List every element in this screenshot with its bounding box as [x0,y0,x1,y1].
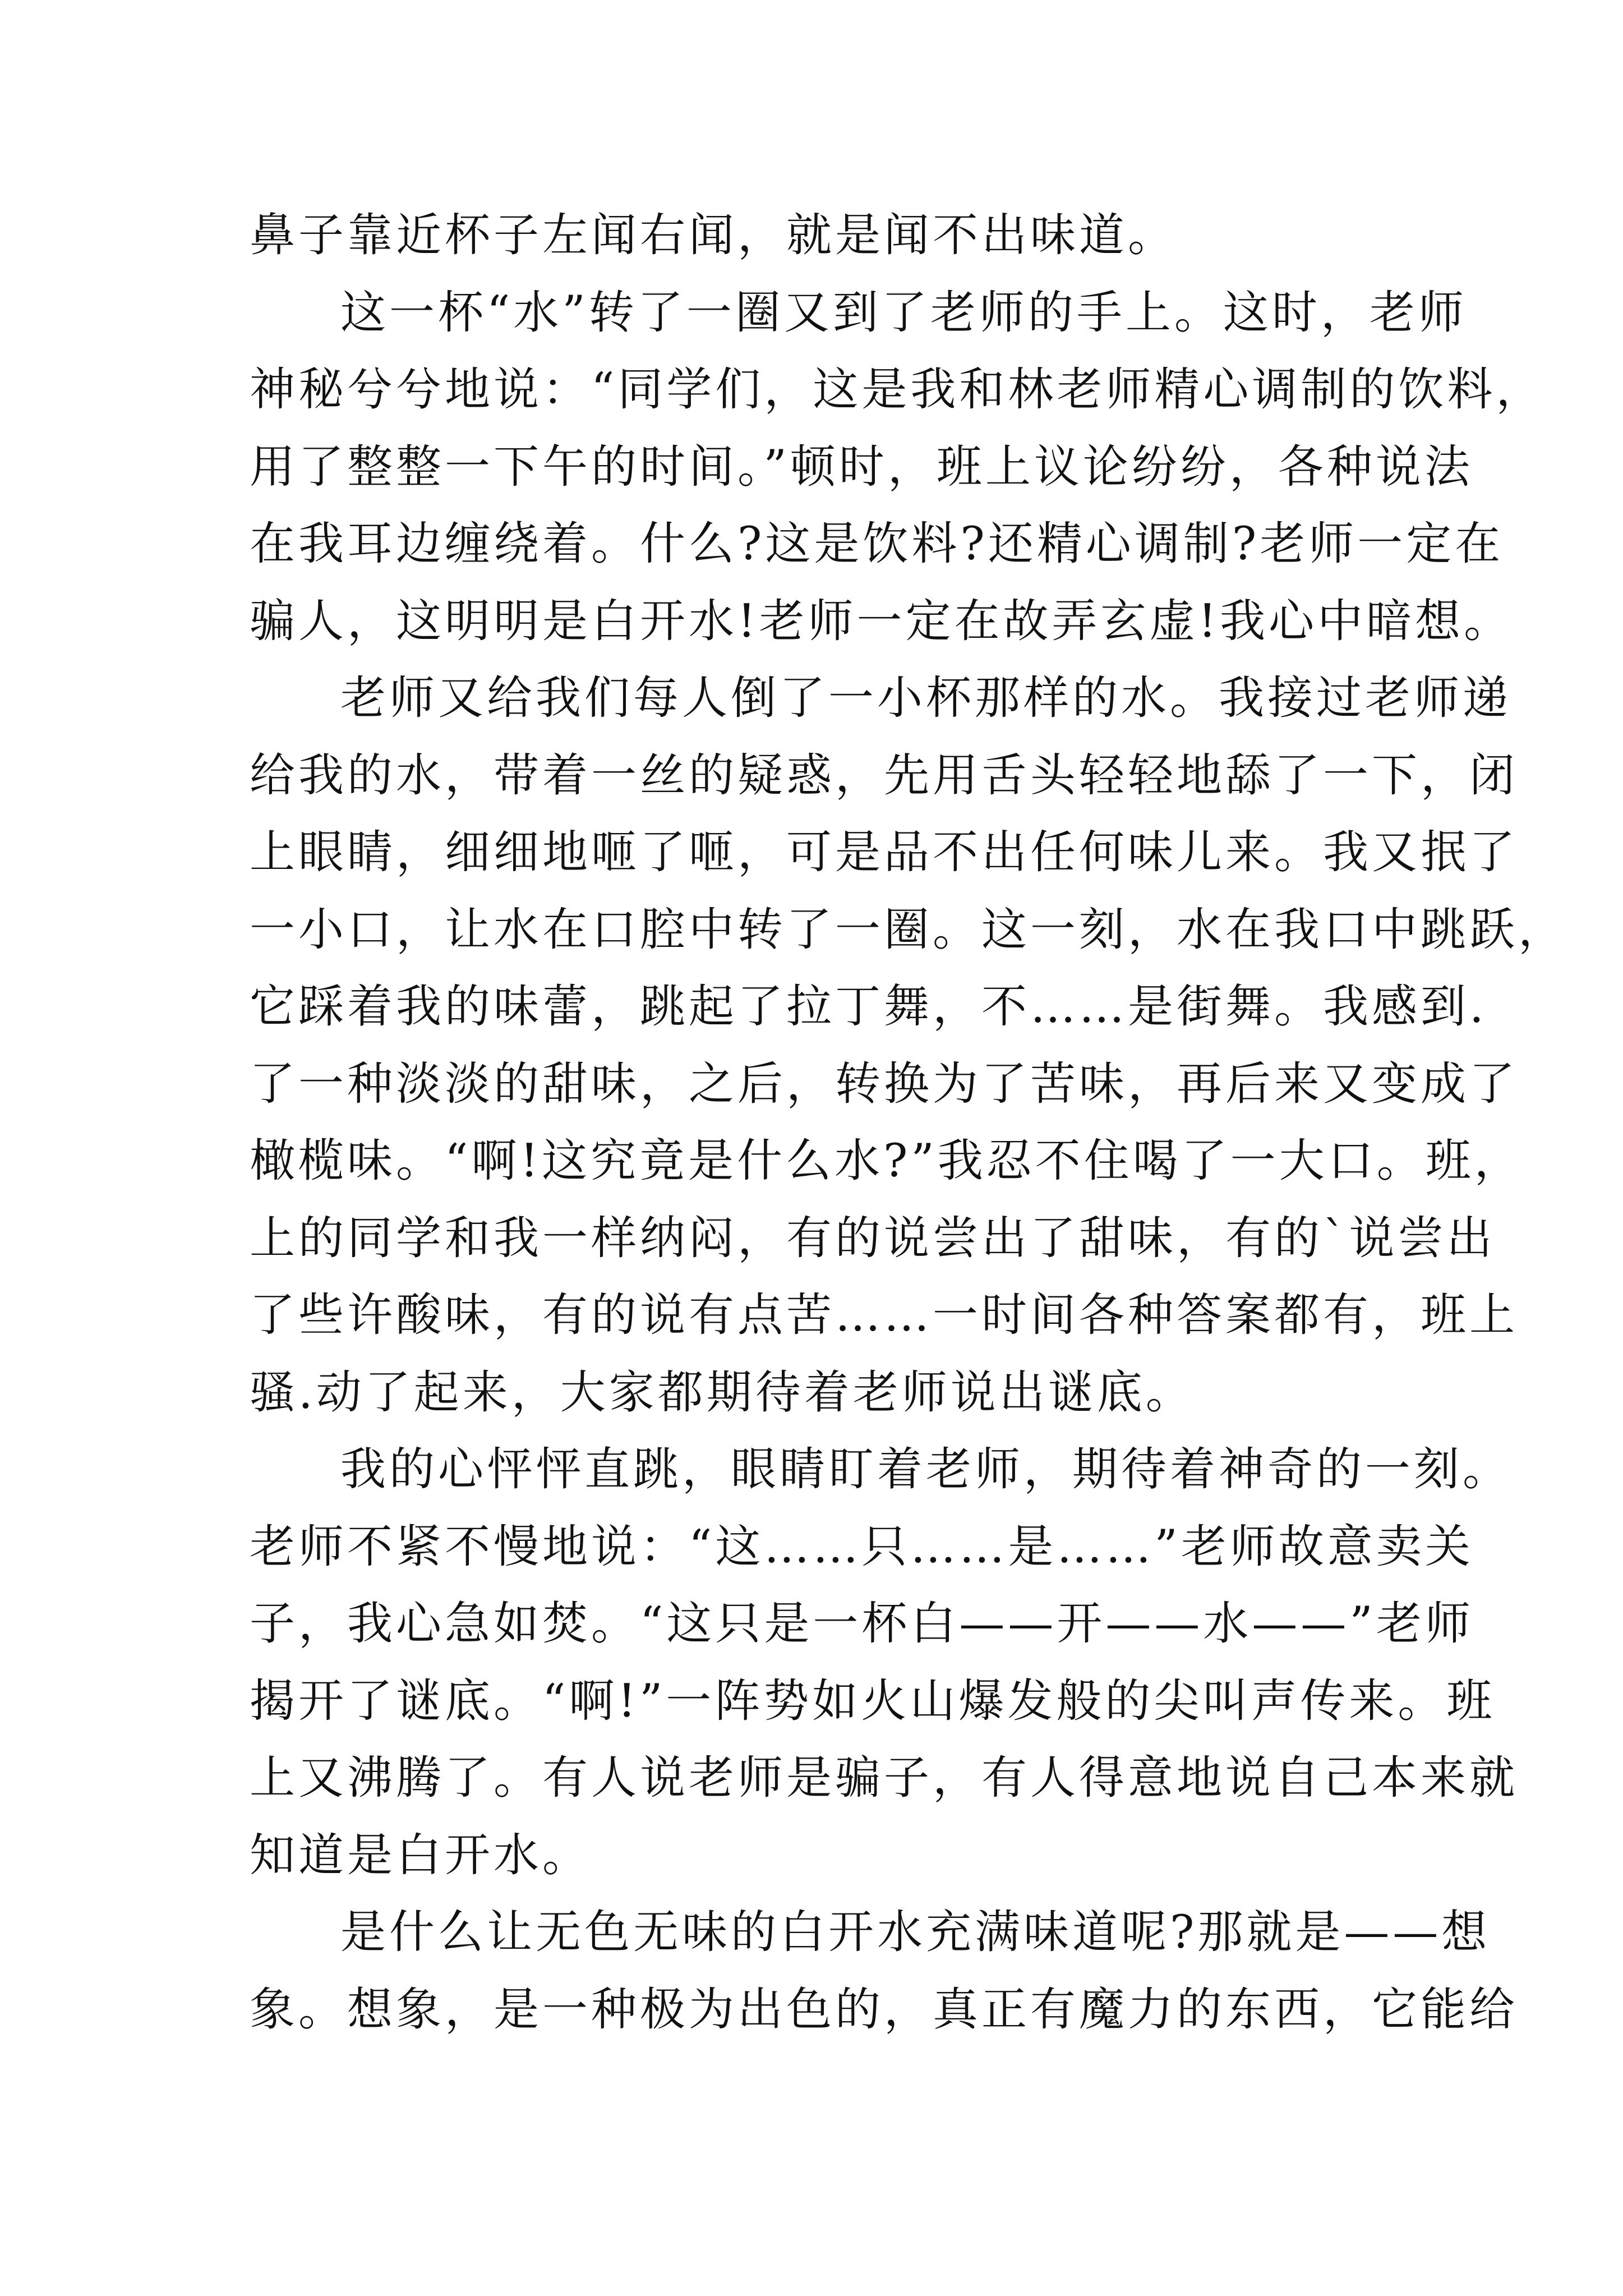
text-line: 子，我心急如焚。“这只是一杯白——开——水——”老师 [250,1598,1474,1650]
text-line: 老师不紧不慢地说：“这……只……是……”老师故意卖关 [250,1520,1474,1573]
text-line: 骗人，这明明是白开水!老师一定在故弄玄虚!我心中暗想。 [250,595,1513,648]
text-line: 上又沸腾了。有人说老师是骗子，有人得意地说自己本来就 [250,1752,1519,1805]
text-line: 是什么让无色无味的白开水充满味道呢?那就是——想 [340,1906,1491,1959]
text-line: 给我的水，带着一丝的疑惑，先用舌头轻轻地舔了一下，闭 [250,749,1519,802]
text-line: 了些许酸味，有的说有点苦……一时间各种答案都有，班上 [250,1289,1519,1342]
body-text [250,197,1567,2049]
text-line: 了一种淡淡的甜味，之后，转换为了苦味，再后来又变成了 [250,1057,1519,1111]
text-line: 骚.动了起来，大家都期待着老师说出谜底。 [250,1366,1195,1419]
text-line: 老师又给我们每人倒了一小杯那样的水。我接过老师递 [340,672,1512,725]
text-line: 上的同学和我一样纳闷，有的说尝出了甜味，有的`说尝出 [250,1212,1496,1265]
text-line: 橄榄味。“啊!这究竟是什么水?”我忍不住喝了一大口。班， [250,1135,1523,1188]
text-line: 神秘兮兮地说：“同学们，这是我和林老师精心调制的饮料， [250,364,1545,416]
text-line: 用了整整一下午的时间。”顿时，班上议论纷纷，各种说法 [250,440,1473,494]
text-line: 知道是白开水。 [250,1829,592,1882]
text-line: 它踩着我的味蕾，跳起了拉丁舞，不……是街舞。我感到. [250,981,1487,1033]
text-line: 象。想象，是一种极为出色的，真正有魔力的东西，它能给 [250,1983,1519,2036]
text-line: 一小口，让水在口腔中转了一圈。这一刻，水在我口中跳跃， [250,903,1567,956]
text-line: 这一杯“水”转了一圈又到了老师的手上。这时，老师 [340,286,1467,339]
text-line: 鼻子靠近杯子左闻右闻，就是闻不出味道。 [250,209,1177,262]
text-line: 在我耳边缠绕着。什么?这是饮料?还精心调制?老师一定在 [250,518,1504,570]
text-line: 我的心怦怦直跳，眼睛盯着老师，期待着神奇的一刻。 [340,1443,1512,1496]
text-line: 上眼睛，细细地咂了咂，可是品不出任何味儿来。我又抿了 [250,826,1519,879]
text-line: 揭开了谜底。“啊!”一阵势如火山爆发般的尖叫声传来。班 [250,1674,1496,1728]
